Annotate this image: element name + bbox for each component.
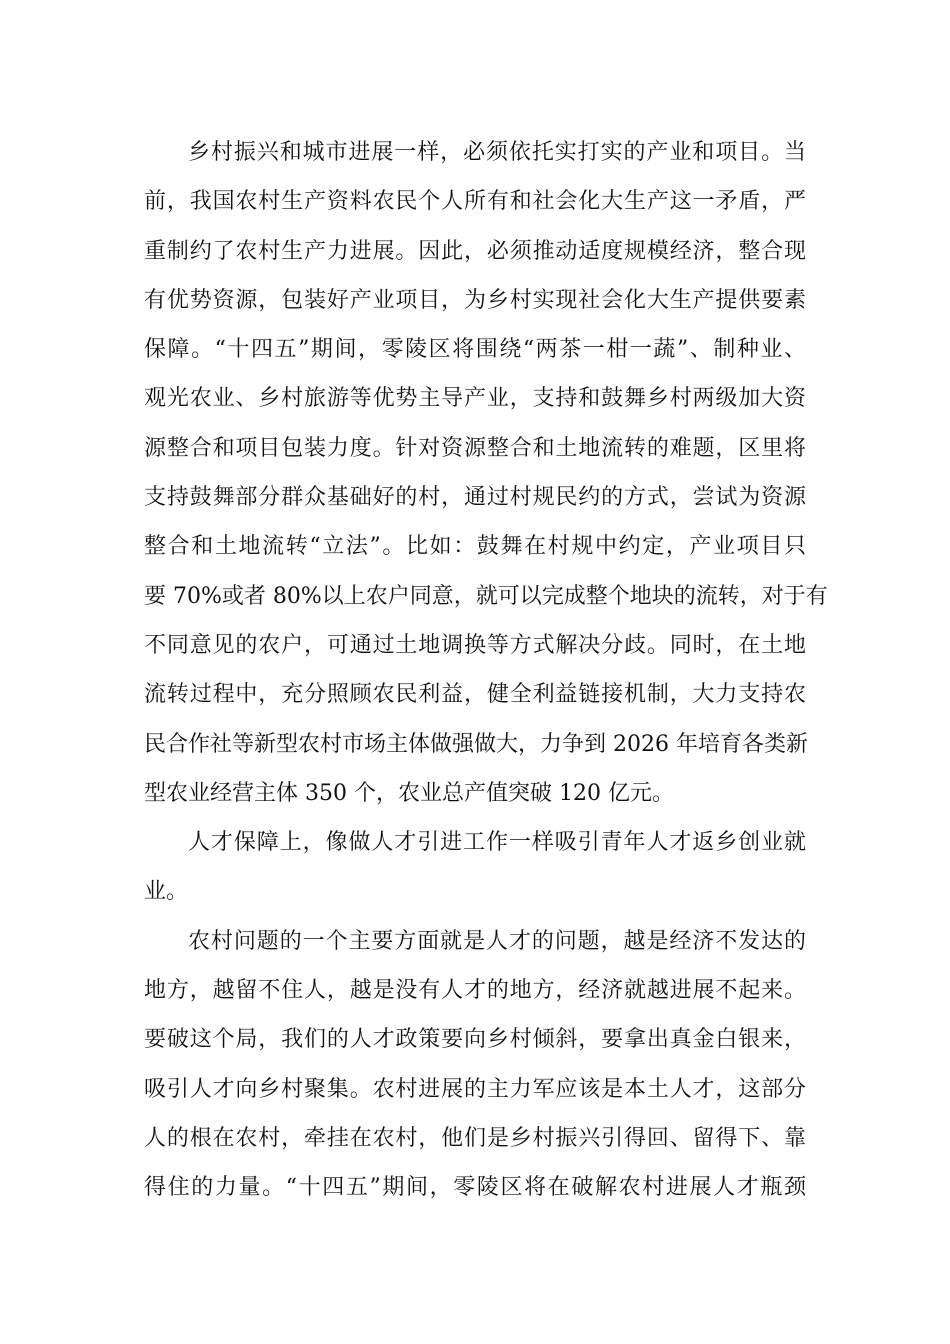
text-line: 不同意见的农户，可通过土地调换等方式解决分歧。同时，在土地 <box>144 632 806 658</box>
text-line: 农村问题的一个主要方面就是人才的问题，越是经济不发达的 <box>188 928 806 954</box>
text-line: 民合作社等新型农村市场主体做强做大，力争到 2026 年培育各类新 <box>144 731 808 757</box>
text-line: 源整合和项目包装力度。针对资源整合和土地流转的难题，区里将 <box>144 435 806 461</box>
text-line: 地方，越留不住人，越是没有人才的地方，经济就越进展不起来。 <box>144 978 806 1004</box>
text-line: 要 70%或者 80%以上农户同意，就可以完成整个地块的流转，对于有 <box>144 583 828 609</box>
text-line: 有优势资源，包装好产业项目，为乡村实现社会化大生产提供要素 <box>144 287 806 313</box>
text-line: 整合和土地流转“立法”。比如：鼓舞在村规中约定，产业项目只 <box>144 534 806 560</box>
paragraph-talent-heading <box>144 818 806 917</box>
text-line: 要破这个局，我们的人才政策要向乡村倾斜，要拿出真金白银来， <box>144 1027 806 1053</box>
paragraph-industry <box>144 128 828 818</box>
paragraph-talent <box>144 917 806 1213</box>
text-line: 吸引人才向乡村聚集。农村进展的主力军应该是本土人才，这部分 <box>144 1076 806 1102</box>
text-line: 得住的力量。“十四五”期间，零陵区将在破解农村进展人才瓶颈 <box>144 1175 806 1201</box>
text-line: 型农业经营主体 350 个，农业总产值突破 120 亿元。 <box>144 780 674 806</box>
text-line: 人的根在农村，牵挂在农村，他们是乡村振兴引得回、留得下、靠 <box>144 1125 806 1151</box>
text-line: 人才保障上，像做人才引进工作一样吸引青年人才返乡创业就 <box>188 830 806 856</box>
text-line: 重制约了农村生产力进展。因此，必须推动适度规模经济，整合现 <box>144 238 806 264</box>
text-line: 前，我国农村生产资料农民个人所有和社会化大生产这一矛盾，严 <box>144 189 806 215</box>
text-line: 业。 <box>144 879 189 905</box>
text-line: 保障。“十四五”期间，零陵区将围绕“两茶一柑一蔬”、制种业、 <box>144 337 806 363</box>
text-line: 流转过程中，充分照顾农民利益，健全利益链接机制，大力支持农 <box>144 682 806 708</box>
text-line: 支持鼓舞部分群众基础好的村，通过村规民约的方式，尝试为资源 <box>144 485 806 511</box>
text-line: 观光农业、乡村旅游等优势主导产业，支持和鼓舞乡村两级加大资 <box>144 386 806 412</box>
document-body <box>144 128 828 1213</box>
text-line: 乡村振兴和城市进展一样，必须依托实打实的产业和项目。当 <box>188 140 806 165</box>
